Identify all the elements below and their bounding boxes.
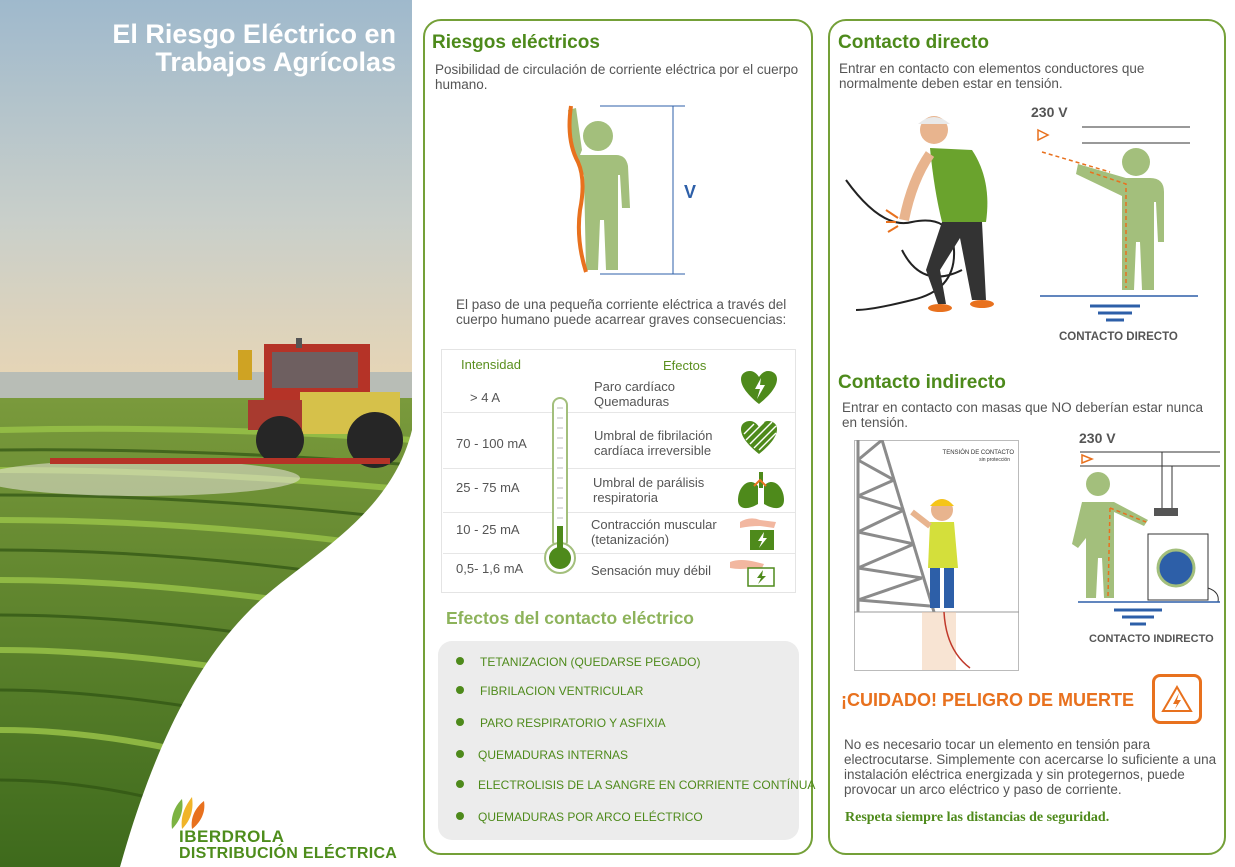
respeta-text: Respeta siempre las distancias de seguridad. bbox=[845, 810, 1110, 825]
body-current-illustration bbox=[560, 100, 695, 280]
list-item-text: QUEMADURAS POR ARCO ELÉCTRICO bbox=[478, 810, 703, 824]
riesgos-intro: Posibilidad de circulación de corriente eléctrica por el cuerpo humano. bbox=[435, 62, 799, 92]
table-row-intensity: 0,5- 1,6 mA bbox=[456, 561, 524, 576]
table-head-effects: Efectos bbox=[663, 358, 707, 373]
tower-label-1: TENSIÓN DE CONTACTO bbox=[942, 450, 1014, 456]
bullet-dot bbox=[456, 750, 464, 758]
effect-line2: Quemaduras bbox=[594, 394, 670, 409]
peligro-desc: No es necesario tocar un elemento en tensión para electrocutarse. Simplemente con acercarse lo suficiente a una instalación eléctrica energizada y sin protegernos, puede provocar un arco eléctrico y paso de corriente. bbox=[844, 737, 1217, 797]
directo-caption: CONTACTO DIRECTO bbox=[1059, 331, 1178, 343]
list-item bbox=[456, 810, 703, 824]
finger-touch-shock-icon bbox=[730, 556, 778, 588]
table-row-intensity: > 4 A bbox=[470, 390, 500, 405]
logo-line2: DISTRIBUCIÓN ELÉCTRICA bbox=[179, 845, 398, 862]
effect-line1: Paro cardíaco bbox=[594, 379, 675, 394]
cover-panel bbox=[0, 0, 412, 867]
indirecto-voltage: 230 V bbox=[1079, 430, 1116, 446]
efectos-title: Efectos del contacto eléctrico bbox=[446, 608, 694, 628]
cover-title-line2: Trabajos Agrícolas bbox=[155, 47, 396, 77]
list-item-text: FIBRILACION VENTRICULAR bbox=[480, 684, 644, 698]
lungs-icon bbox=[736, 470, 786, 512]
table-row-effect bbox=[591, 563, 711, 578]
list-item-text: ELECTROLISIS DE LA SANGRE EN CORRIENTE CONTÍNUA bbox=[478, 778, 816, 792]
bullet-dot bbox=[456, 780, 464, 788]
effect-line2: (tetanización) bbox=[591, 532, 670, 547]
hazard-triangle-icon bbox=[1155, 677, 1199, 721]
table-row-effect bbox=[591, 517, 717, 547]
effect-line2: cardíaca irreversible bbox=[594, 443, 712, 458]
directo-title: Contacto directo bbox=[838, 32, 989, 53]
cover-title-line1: El Riesgo Eléctrico en bbox=[112, 19, 396, 49]
list-item-text: TETANIZACION (QUEDARSE PEGADO) bbox=[480, 655, 701, 669]
effect-line2: respiratoria bbox=[593, 490, 659, 505]
row-divider bbox=[443, 412, 795, 413]
iberdrola-logo bbox=[168, 795, 398, 862]
indirecto-desc: Entrar en contacto con masas que NO deberían estar nunca en tensión. bbox=[842, 400, 1203, 430]
list-item bbox=[456, 778, 815, 792]
burnt-heart-icon bbox=[740, 370, 778, 406]
paso-text: El paso de una pequeña corriente eléctrica a través del cuerpo humano puede acarrear graves consecuencias: bbox=[456, 297, 787, 327]
table-row-intensity: 10 - 25 mA bbox=[456, 522, 520, 537]
indirect-contact-diagram bbox=[1070, 448, 1225, 630]
bullet-dot bbox=[456, 657, 464, 665]
tower-contact-illustration bbox=[854, 440, 1020, 672]
directo-voltage: 230 V bbox=[1031, 104, 1068, 120]
bullet-dot bbox=[456, 686, 464, 694]
leaf-logo-icon bbox=[168, 795, 212, 829]
riesgos-title: Riesgos eléctricos bbox=[432, 32, 600, 53]
effect-line1: Contracción muscular bbox=[591, 517, 717, 532]
logo-line1: IBERDROLA bbox=[179, 827, 285, 846]
effect-line1: Sensación muy débil bbox=[591, 563, 711, 578]
table-row-effect bbox=[594, 428, 713, 458]
row-divider bbox=[443, 553, 795, 554]
row-divider bbox=[443, 512, 795, 513]
table-row-effect bbox=[593, 475, 704, 505]
tower-label-2: sin protección bbox=[979, 457, 1010, 463]
list-item bbox=[456, 655, 700, 669]
voltage-v-label: V bbox=[684, 182, 697, 202]
worker-cable-illustration bbox=[842, 110, 1012, 320]
field-tractor-photo bbox=[0, 0, 412, 867]
directo-desc: Entrar en contacto con elementos conductores que normalmente deben estar en tensión. bbox=[839, 61, 1145, 91]
list-item bbox=[456, 716, 666, 730]
list-item bbox=[456, 748, 628, 762]
fibrillating-heart-icon bbox=[740, 420, 778, 456]
direct-contact-diagram bbox=[1030, 122, 1200, 327]
list-item-text: QUEMADURAS INTERNAS bbox=[478, 748, 629, 762]
list-item-text: PARO RESPIRATORIO Y ASFIXIA bbox=[480, 716, 666, 730]
hand-grip-shock-icon bbox=[738, 514, 780, 552]
cover-title bbox=[66, 20, 396, 76]
table-row-intensity: 70 - 100 mA bbox=[456, 436, 527, 451]
thermometer-graphic bbox=[543, 396, 577, 576]
effect-line1: Umbral de parálisis bbox=[593, 475, 705, 490]
peligro-title: ¡CUIDADO! PELIGRO DE MUERTE bbox=[841, 690, 1135, 710]
electric-hazard-icon bbox=[1152, 674, 1202, 724]
effect-line1: Umbral de fibrilación bbox=[594, 428, 713, 443]
row-divider bbox=[443, 468, 795, 469]
bullet-dot bbox=[456, 812, 464, 820]
list-item bbox=[456, 684, 643, 698]
indirecto-title: Contacto indirecto bbox=[838, 372, 1006, 393]
bullet-dot bbox=[456, 718, 464, 726]
table-head-intensity: Intensidad bbox=[461, 357, 521, 372]
table-row-effect bbox=[594, 379, 675, 409]
indirecto-caption: CONTACTO INDIRECTO bbox=[1089, 633, 1214, 645]
table-row-intensity: 25 - 75 mA bbox=[456, 480, 520, 495]
